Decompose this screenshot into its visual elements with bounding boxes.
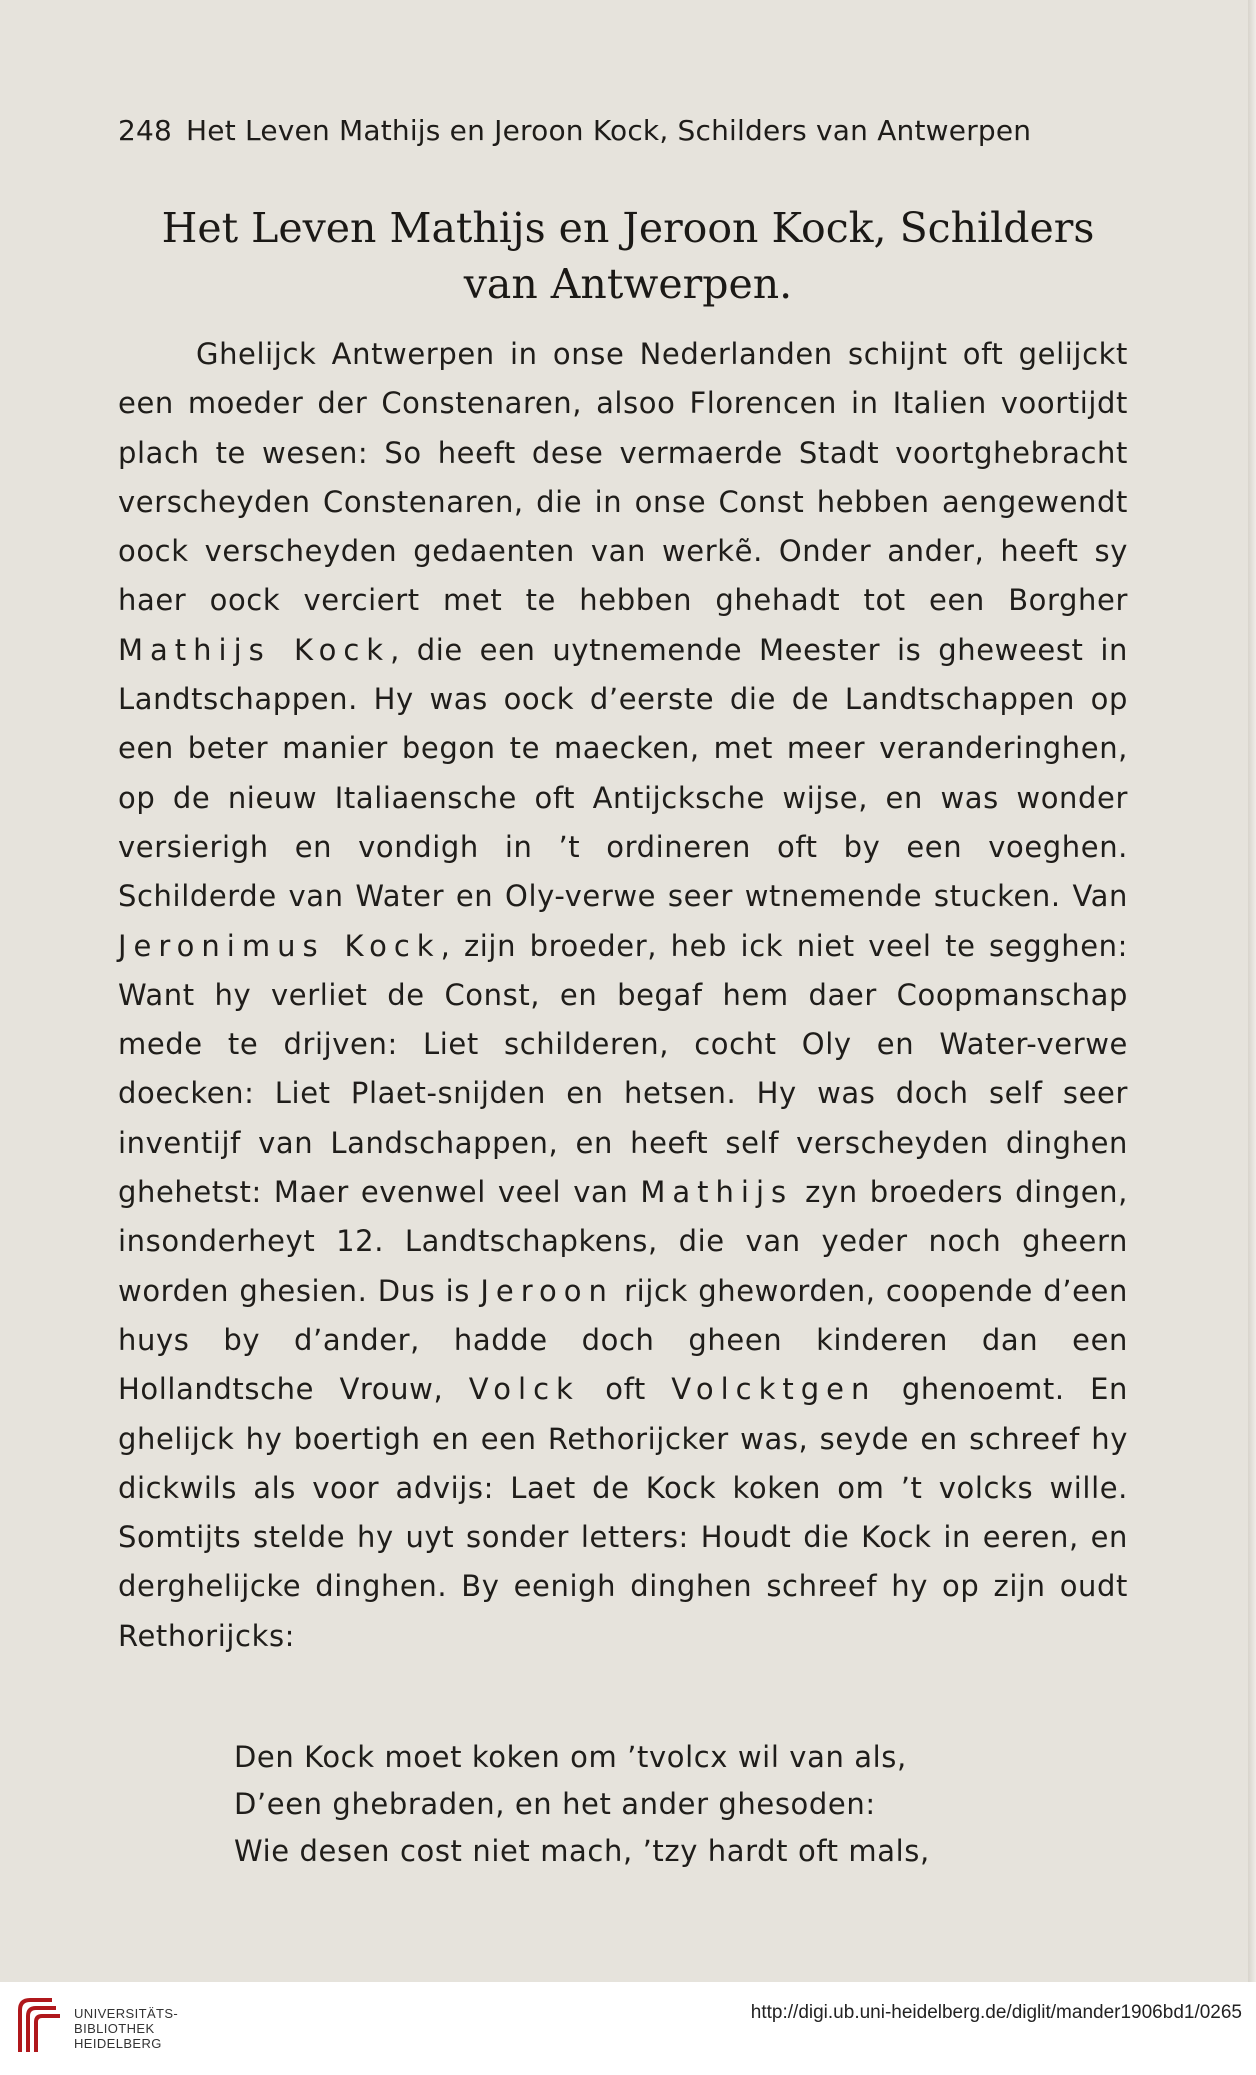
- text-segment: rijck gheworden, coopende d’een huys by d’ander, hadde doch gheen kinderen dan een Hollandtsche Vrouw,: [118, 1273, 1128, 1407]
- running-head-title: Het Leven Mathijs en Jeroon Kock, Schilders van Antwerpen: [186, 114, 1032, 147]
- name-volcktgen: Volcktgen: [671, 1372, 877, 1407]
- name-mathijs: Mathijs: [640, 1175, 794, 1210]
- text-segment: , die een uytnemende Meester is gheweest in Landtschappen. Hy was oock d’eerste die de Landtschappen op een beter manier begon te maecken, met meer veranderinghen, op de nieuw Italiaensche oft Antijcksche wijse, en was wonder versierigh en vondigh in ’t ordineren oft by een voeghen. Schilderde van Water en Oly-verwe seer wtnemende stucken. Van: [118, 632, 1128, 914]
- name-jeronimus-kock: Jeronimus Kock: [118, 928, 441, 963]
- verse-line-2: D’een ghebraden, en het ander ghesoden:: [234, 1787, 876, 1821]
- running-head: [118, 114, 1138, 147]
- body-paragraph: [118, 330, 1128, 1661]
- chapter-title-line-2: van Antwerpen.: [463, 260, 793, 308]
- chapter-title-line-1: Het Leven Mathijs en Jeroon Kock, Schilders: [161, 204, 1095, 252]
- library-line-3: HEIDELBERG: [74, 2036, 162, 2051]
- page-number: 248: [118, 114, 173, 147]
- footer-bar: [0, 1982, 1256, 2075]
- library-name: [74, 2006, 178, 2051]
- verse-block: [234, 1734, 1134, 1875]
- library-line-2: BIBLIOTHEK: [74, 2021, 155, 2036]
- text-segment: Ghelijck Antwerpen in onse Nederlanden schijnt oft gelijckt een moeder der Constenaren, alsoo Florencen in Italien voortijdt plach te wesen: So heeft dese vermaerde Stadt voortghebracht verscheyden Constenaren, die in onse Const hebben aengewendt oock verscheyden gedaenten van werkẽ. Onder ander, heeft sy haer oock verciert met te hebben ghehadt tot een Borgher: [118, 337, 1128, 618]
- page-edge: [1248, 0, 1256, 1982]
- library-line-1: UNIVERSITÄTS-: [74, 2006, 179, 2021]
- text-segment: , zijn broeder, heb ick niet veel te segghen: Want hy verliet de Const, en begaf hem daer Coopmanschap mede te drijven: Liet schilderen, cocht Oly en Water-verwe doecken: Liet Plaet-snijden en hetsen. Hy was doch self seer inventijf van Landschappen, en heeft self verscheyden dinghen ghehetst: Maer evenwel veel van: [118, 928, 1128, 1210]
- name-jeroon: Jeroon: [480, 1273, 614, 1308]
- ub-heidelberg-logo-icon: [12, 1994, 64, 2058]
- text-segment: zyn broeders dingen, insonderheyt 12. Landtschapkens, die van yeder noch gheern worden ghesien. Dus is: [118, 1175, 1128, 1308]
- source-url-link[interactable]: http://digi.ub.uni-heidelberg.de/diglit/mander1906bd1/0265: [750, 2002, 1242, 2023]
- body-text: [118, 330, 1128, 1661]
- chapter-title: [118, 200, 1138, 312]
- name-mathijs-kock: Mathijs Kock: [118, 632, 391, 667]
- text-segment: oft: [605, 1372, 646, 1407]
- verse-line-1: Den Kock moet koken om ’tvolcx wil van als,: [234, 1740, 907, 1774]
- name-volck: Volck: [468, 1372, 580, 1407]
- text-segment: ghenoemt. En ghelijck hy boertigh en een Rethorijcker was, seyde en schreef hy dickwils als voor advijs: Laet de Kock koken om ’t volcks wille. Somtijts stelde hy uyt sonder letters: Houdt die Kock in eeren, en derghelijcke dinghen. By eenigh dinghen schreef hy op zijn oudt Rethorijcks:: [118, 1372, 1128, 1653]
- verse-line-3: Wie desen cost niet mach, ’tzy hardt oft mals,: [234, 1834, 930, 1868]
